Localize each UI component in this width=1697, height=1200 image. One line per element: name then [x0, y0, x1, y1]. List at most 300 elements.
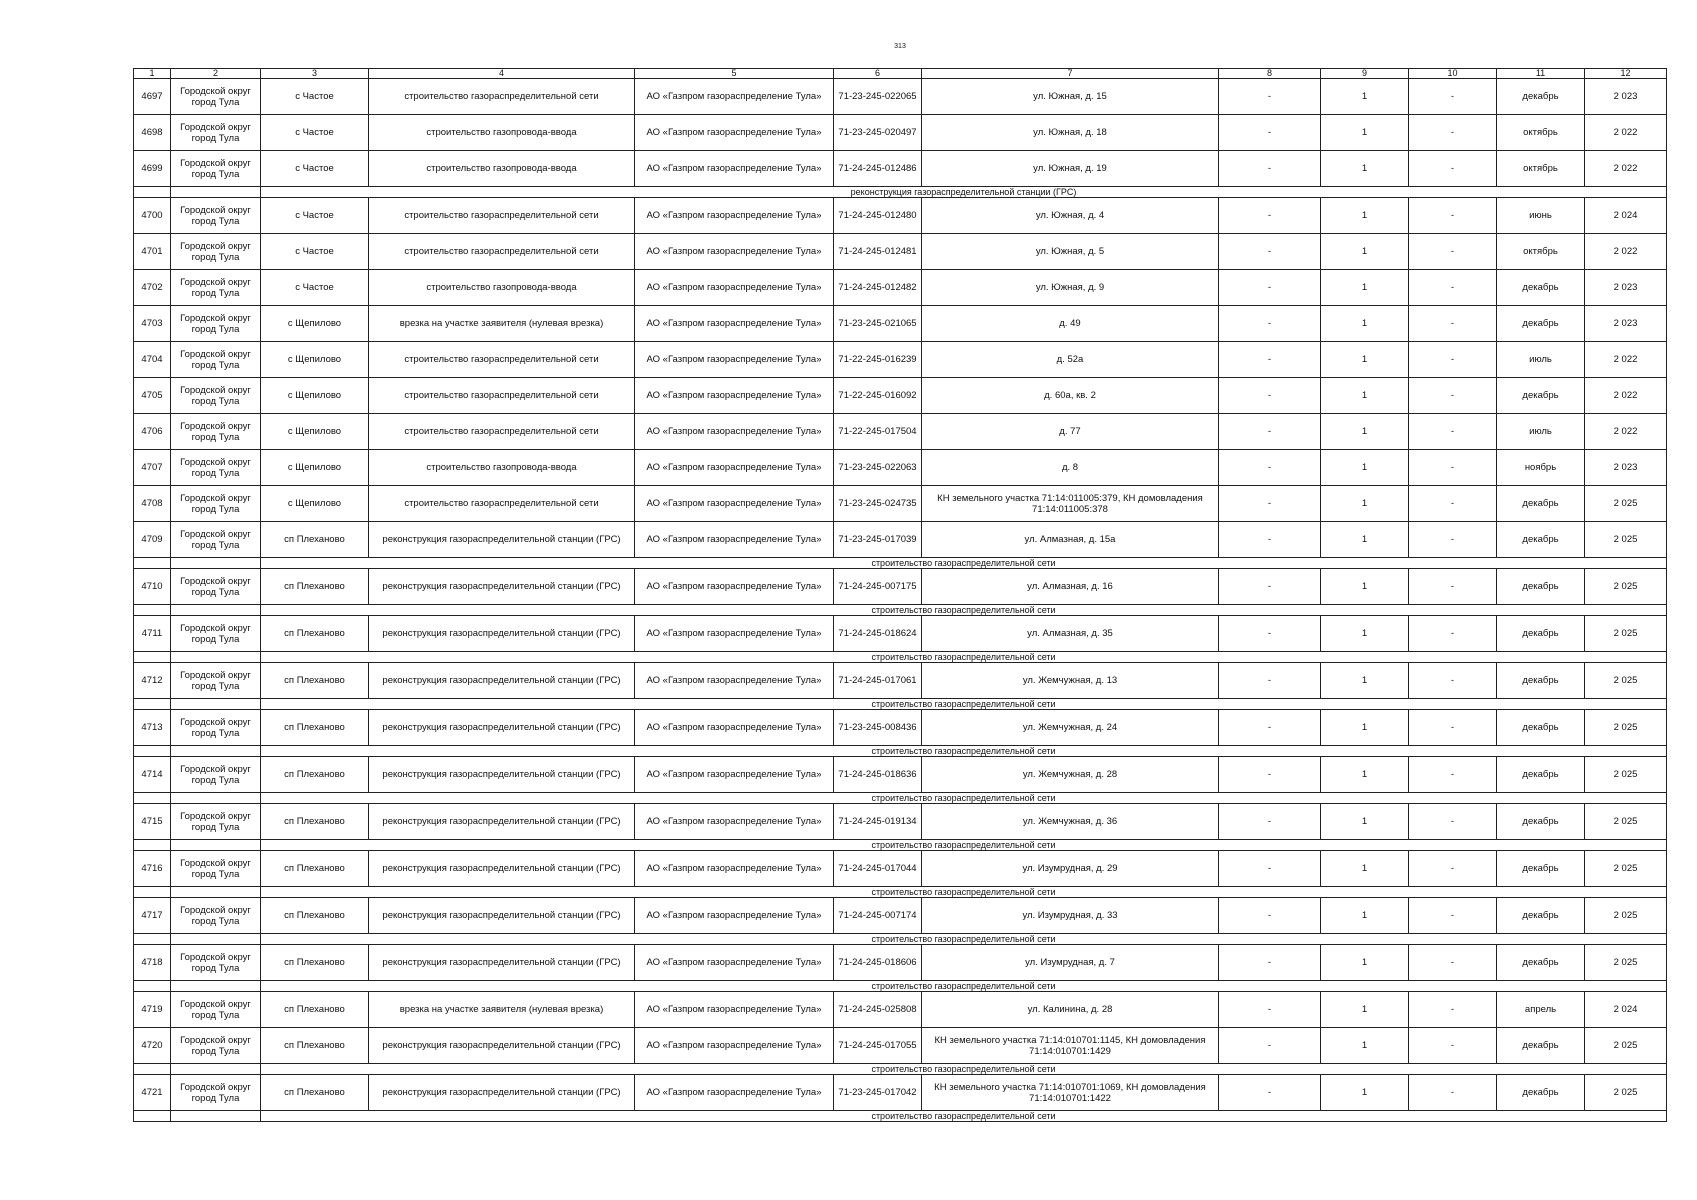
column-8-cell: - [1219, 115, 1321, 151]
work-type-cell: строительство газораспределительной сети [369, 486, 635, 522]
column-9-cell: 1 [1321, 306, 1409, 342]
year-cell: 2 025 [1585, 804, 1667, 840]
year-cell: 2 025 [1585, 616, 1667, 652]
column-9-cell: 1 [1321, 569, 1409, 605]
column-10-cell: - [1409, 945, 1497, 981]
empty-cell [134, 605, 171, 616]
year-cell: 2 022 [1585, 151, 1667, 187]
application-number-cell: 71-24-245-007175 [834, 569, 922, 605]
month-cell: декабрь [1497, 1028, 1585, 1064]
sub-row [134, 187, 1667, 198]
column-9-cell: 1 [1321, 522, 1409, 558]
month-cell: декабрь [1497, 270, 1585, 306]
column-10-cell: - [1409, 342, 1497, 378]
column-10-cell: - [1409, 710, 1497, 746]
column-10-cell: - [1409, 378, 1497, 414]
column-8-cell: - [1219, 710, 1321, 746]
column-9-cell: 1 [1321, 851, 1409, 887]
work-type-cell: реконструкция газораспределительной станции (ГРС) [369, 663, 635, 699]
locality-cell: с Частое [261, 115, 369, 151]
column-9-cell: 1 [1321, 151, 1409, 187]
column-10-cell: - [1409, 234, 1497, 270]
table-row [134, 1075, 1667, 1111]
year-cell: 2 024 [1585, 992, 1667, 1028]
organization-cell: АО «Газпром газораспределение Тула» [635, 306, 834, 342]
column-8-cell: - [1219, 414, 1321, 450]
year-cell: 2 022 [1585, 115, 1667, 151]
district-cell: Городской округ город Тула [171, 804, 261, 840]
district-cell: Городской округ город Тула [171, 710, 261, 746]
sub-row [134, 746, 1667, 757]
organization-cell: АО «Газпром газораспределение Тула» [635, 450, 834, 486]
empty-cell [171, 605, 261, 616]
work-type-cell: строительство газораспределительной сети [369, 414, 635, 450]
locality-cell: с Щепилово [261, 414, 369, 450]
row-number-cell: 4714 [134, 757, 171, 793]
organization-cell: АО «Газпром газораспределение Тула» [635, 663, 834, 699]
application-number-cell: 71-23-245-022065 [834, 79, 922, 115]
sub-row-text: строительство газораспределительной сети [261, 887, 1667, 898]
month-cell: декабрь [1497, 1075, 1585, 1111]
month-cell: декабрь [1497, 898, 1585, 934]
table-row [134, 804, 1667, 840]
organization-cell: АО «Газпром газораспределение Тула» [635, 1075, 834, 1111]
row-number-cell: 4700 [134, 198, 171, 234]
application-number-cell: 71-23-245-021065 [834, 306, 922, 342]
month-cell: ноябрь [1497, 450, 1585, 486]
row-number-cell: 4703 [134, 306, 171, 342]
month-cell: октябрь [1497, 115, 1585, 151]
work-type-cell: реконструкция газораспределительной станции (ГРС) [369, 804, 635, 840]
row-number-cell: 4707 [134, 450, 171, 486]
empty-cell [171, 699, 261, 710]
column-header: 3 [261, 69, 369, 79]
row-number-cell: 4702 [134, 270, 171, 306]
column-header: 8 [1219, 69, 1321, 79]
column-8-cell: - [1219, 992, 1321, 1028]
sub-row [134, 605, 1667, 616]
work-type-cell: строительство газопровода-ввода [369, 115, 635, 151]
column-8-cell: - [1219, 522, 1321, 558]
application-number-cell: 71-24-245-018636 [834, 757, 922, 793]
empty-cell [171, 652, 261, 663]
work-type-cell: врезка на участке заявителя (нулевая врезка) [369, 306, 635, 342]
column-9-cell: 1 [1321, 378, 1409, 414]
sub-row-text: строительство газораспределительной сети [261, 840, 1667, 851]
district-cell: Городской округ город Тула [171, 992, 261, 1028]
row-number-cell: 4698 [134, 115, 171, 151]
column-10-cell: - [1409, 569, 1497, 605]
sub-row-text: строительство газораспределительной сети [261, 1111, 1667, 1122]
locality-cell: сп Плеханово [261, 992, 369, 1028]
year-cell: 2 023 [1585, 79, 1667, 115]
column-9-cell: 1 [1321, 804, 1409, 840]
row-number-cell: 4701 [134, 234, 171, 270]
application-number-cell: 71-24-245-025808 [834, 992, 922, 1028]
district-cell: Городской округ город Тула [171, 270, 261, 306]
address-cell: ул. Изумрудная, д. 33 [922, 898, 1219, 934]
table-row [134, 115, 1667, 151]
locality-cell: сп Плеханово [261, 898, 369, 934]
address-cell: д. 52а [922, 342, 1219, 378]
table-row [134, 663, 1667, 699]
organization-cell: АО «Газпром газораспределение Тула» [635, 945, 834, 981]
sub-row-text: строительство газораспределительной сети [261, 699, 1667, 710]
sub-row [134, 793, 1667, 804]
address-cell: ул. Жемчужная, д. 24 [922, 710, 1219, 746]
locality-cell: сп Плеханово [261, 851, 369, 887]
column-10-cell: - [1409, 522, 1497, 558]
table-row [134, 569, 1667, 605]
locality-cell: сп Плеханово [261, 710, 369, 746]
table-row [134, 486, 1667, 522]
district-cell: Городской округ город Тула [171, 486, 261, 522]
row-number-cell: 4697 [134, 79, 171, 115]
district-cell: Городской округ город Тула [171, 342, 261, 378]
locality-cell: с Частое [261, 79, 369, 115]
row-number-cell: 4715 [134, 804, 171, 840]
table-row [134, 450, 1667, 486]
sub-row-text: строительство газораспределительной сети [261, 1064, 1667, 1075]
sub-row [134, 887, 1667, 898]
month-cell: июль [1497, 342, 1585, 378]
month-cell: июнь [1497, 198, 1585, 234]
application-number-cell: 71-24-245-018606 [834, 945, 922, 981]
month-cell: декабрь [1497, 945, 1585, 981]
district-cell: Городской округ город Тула [171, 414, 261, 450]
empty-cell [171, 840, 261, 851]
work-type-cell: реконструкция газораспределительной станции (ГРС) [369, 757, 635, 793]
empty-cell [134, 793, 171, 804]
sub-row [134, 1064, 1667, 1075]
column-10-cell: - [1409, 486, 1497, 522]
empty-cell [171, 934, 261, 945]
month-cell: декабрь [1497, 378, 1585, 414]
year-cell: 2 022 [1585, 414, 1667, 450]
work-type-cell: врезка на участке заявителя (нулевая врезка) [369, 992, 635, 1028]
empty-cell [171, 981, 261, 992]
table-row [134, 851, 1667, 887]
column-9-cell: 1 [1321, 234, 1409, 270]
address-cell: д. 77 [922, 414, 1219, 450]
application-number-cell: 71-23-245-022063 [834, 450, 922, 486]
organization-cell: АО «Газпром газораспределение Тула» [635, 992, 834, 1028]
table-row [134, 945, 1667, 981]
month-cell: декабрь [1497, 663, 1585, 699]
column-header: 10 [1409, 69, 1497, 79]
organization-cell: АО «Газпром газораспределение Тула» [635, 1028, 834, 1064]
application-number-cell: 71-23-245-020497 [834, 115, 922, 151]
locality-cell: сп Плеханово [261, 1028, 369, 1064]
month-cell: декабрь [1497, 757, 1585, 793]
year-cell: 2 023 [1585, 270, 1667, 306]
year-cell: 2 023 [1585, 450, 1667, 486]
sub-row-text: строительство газораспределительной сети [261, 981, 1667, 992]
application-number-cell: 71-24-245-012482 [834, 270, 922, 306]
address-cell: ул. Южная, д. 4 [922, 198, 1219, 234]
column-10-cell: - [1409, 115, 1497, 151]
locality-cell: с Частое [261, 198, 369, 234]
organization-cell: АО «Газпром газораспределение Тула» [635, 522, 834, 558]
address-cell: ул. Жемчужная, д. 13 [922, 663, 1219, 699]
column-10-cell: - [1409, 898, 1497, 934]
column-8-cell: - [1219, 151, 1321, 187]
month-cell: июль [1497, 414, 1585, 450]
row-number-cell: 4713 [134, 710, 171, 746]
organization-cell: АО «Газпром газораспределение Тула» [635, 710, 834, 746]
column-header: 7 [922, 69, 1219, 79]
district-cell: Городской округ город Тула [171, 198, 261, 234]
year-cell: 2 025 [1585, 945, 1667, 981]
application-number-cell: 71-22-245-016092 [834, 378, 922, 414]
column-8-cell: - [1219, 79, 1321, 115]
year-cell: 2 025 [1585, 569, 1667, 605]
column-8-cell: - [1219, 757, 1321, 793]
organization-cell: АО «Газпром газораспределение Тула» [635, 851, 834, 887]
column-header: 11 [1497, 69, 1585, 79]
column-10-cell: - [1409, 804, 1497, 840]
district-cell: Городской округ город Тула [171, 663, 261, 699]
month-cell: декабрь [1497, 804, 1585, 840]
sub-row-text: строительство газораспределительной сети [261, 652, 1667, 663]
column-10-cell: - [1409, 1028, 1497, 1064]
row-number-cell: 4709 [134, 522, 171, 558]
row-number-cell: 4699 [134, 151, 171, 187]
application-number-cell: 71-22-245-016239 [834, 342, 922, 378]
row-number-cell: 4717 [134, 898, 171, 934]
column-9-cell: 1 [1321, 663, 1409, 699]
table-row [134, 1028, 1667, 1064]
work-type-cell: реконструкция газораспределительной станции (ГРС) [369, 898, 635, 934]
work-type-cell: строительство газораспределительной сети [369, 198, 635, 234]
district-cell: Городской округ город Тула [171, 757, 261, 793]
work-type-cell: реконструкция газораспределительной станции (ГРС) [369, 522, 635, 558]
sub-row-text: строительство газораспределительной сети [261, 605, 1667, 616]
district-cell: Городской округ город Тула [171, 151, 261, 187]
column-9-cell: 1 [1321, 992, 1409, 1028]
work-type-cell: строительство газораспределительной сети [369, 378, 635, 414]
year-cell: 2 025 [1585, 663, 1667, 699]
column-8-cell: - [1219, 616, 1321, 652]
organization-cell: АО «Газпром газораспределение Тула» [635, 115, 834, 151]
address-cell: ул. Изумрудная, д. 7 [922, 945, 1219, 981]
address-cell: ул. Алмазная, д. 35 [922, 616, 1219, 652]
column-8-cell: - [1219, 945, 1321, 981]
table-row [134, 898, 1667, 934]
column-10-cell: - [1409, 450, 1497, 486]
locality-cell: с Частое [261, 270, 369, 306]
month-cell: апрель [1497, 992, 1585, 1028]
row-number-cell: 4706 [134, 414, 171, 450]
column-8-cell: - [1219, 1075, 1321, 1111]
district-cell: Городской округ город Тула [171, 306, 261, 342]
column-10-cell: - [1409, 414, 1497, 450]
work-type-cell: реконструкция газораспределительной станции (ГРС) [369, 1028, 635, 1064]
empty-cell [171, 558, 261, 569]
address-cell: КН земельного участка 71:14:010701:1145, КН домовладения 71:14:010701:1429 [922, 1028, 1219, 1064]
column-8-cell: - [1219, 851, 1321, 887]
table-row [134, 710, 1667, 746]
address-cell: ул. Жемчужная, д. 28 [922, 757, 1219, 793]
gas-connection-table [133, 68, 1667, 1122]
column-10-cell: - [1409, 1075, 1497, 1111]
year-cell: 2 022 [1585, 234, 1667, 270]
empty-cell [134, 1064, 171, 1075]
work-type-cell: реконструкция газораспределительной станции (ГРС) [369, 1075, 635, 1111]
empty-cell [171, 1111, 261, 1122]
district-cell: Городской округ город Тула [171, 898, 261, 934]
organization-cell: АО «Газпром газораспределение Тула» [635, 342, 834, 378]
table-body [134, 69, 1667, 1122]
column-8-cell: - [1219, 234, 1321, 270]
page-number: 313 [894, 43, 906, 50]
column-9-cell: 1 [1321, 450, 1409, 486]
sub-row [134, 934, 1667, 945]
organization-cell: АО «Газпром газораспределение Тула» [635, 757, 834, 793]
column-8-cell: - [1219, 198, 1321, 234]
column-10-cell: - [1409, 851, 1497, 887]
year-cell: 2 025 [1585, 710, 1667, 746]
column-8-cell: - [1219, 663, 1321, 699]
row-number-cell: 4708 [134, 486, 171, 522]
column-10-cell: - [1409, 151, 1497, 187]
organization-cell: АО «Газпром газораспределение Тула» [635, 234, 834, 270]
column-9-cell: 1 [1321, 270, 1409, 306]
column-10-cell: - [1409, 992, 1497, 1028]
district-cell: Городской округ город Тула [171, 616, 261, 652]
month-cell: декабрь [1497, 306, 1585, 342]
year-cell: 2 025 [1585, 1028, 1667, 1064]
locality-cell: с Щепилово [261, 342, 369, 378]
column-9-cell: 1 [1321, 115, 1409, 151]
month-cell: декабрь [1497, 851, 1585, 887]
column-header: 1 [134, 69, 171, 79]
work-type-cell: строительство газопровода-ввода [369, 151, 635, 187]
year-cell: 2 022 [1585, 342, 1667, 378]
district-cell: Городской округ город Тула [171, 569, 261, 605]
organization-cell: АО «Газпром газораспределение Тула» [635, 486, 834, 522]
month-cell: декабрь [1497, 486, 1585, 522]
empty-cell [134, 187, 171, 198]
empty-cell [134, 699, 171, 710]
table-row [134, 306, 1667, 342]
organization-cell: АО «Газпром газораспределение Тула» [635, 569, 834, 605]
district-cell: Городской округ город Тула [171, 115, 261, 151]
column-8-cell: - [1219, 804, 1321, 840]
district-cell: Городской округ город Тула [171, 450, 261, 486]
district-cell: Городской округ город Тула [171, 234, 261, 270]
column-header: 2 [171, 69, 261, 79]
column-10-cell: - [1409, 198, 1497, 234]
work-type-cell: строительство газораспределительной сети [369, 342, 635, 378]
locality-cell: с Щепилово [261, 306, 369, 342]
locality-cell: сп Плеханово [261, 663, 369, 699]
column-8-cell: - [1219, 378, 1321, 414]
district-cell: Городской округ город Тула [171, 1028, 261, 1064]
month-cell: октябрь [1497, 234, 1585, 270]
application-number-cell: 71-24-245-012481 [834, 234, 922, 270]
locality-cell: с Щепилово [261, 450, 369, 486]
locality-cell: сп Плеханово [261, 616, 369, 652]
table-row [134, 616, 1667, 652]
column-9-cell: 1 [1321, 198, 1409, 234]
column-8-cell: - [1219, 898, 1321, 934]
locality-cell: сп Плеханово [261, 945, 369, 981]
column-number-row [134, 69, 1667, 79]
table-row [134, 378, 1667, 414]
month-cell: декабрь [1497, 710, 1585, 746]
address-cell: ул. Южная, д. 9 [922, 270, 1219, 306]
column-8-cell: - [1219, 342, 1321, 378]
address-cell: ул. Калинина, д. 28 [922, 992, 1219, 1028]
year-cell: 2 025 [1585, 486, 1667, 522]
column-9-cell: 1 [1321, 79, 1409, 115]
table-row [134, 234, 1667, 270]
table-row [134, 522, 1667, 558]
organization-cell: АО «Газпром газораспределение Тула» [635, 198, 834, 234]
locality-cell: сп Плеханово [261, 1075, 369, 1111]
organization-cell: АО «Газпром газораспределение Тула» [635, 804, 834, 840]
locality-cell: с Частое [261, 234, 369, 270]
year-cell: 2 025 [1585, 898, 1667, 934]
table-row [134, 270, 1667, 306]
address-cell: КН земельного участка 71:14:011005:379, КН домовладения 71:14:011005:378 [922, 486, 1219, 522]
column-10-cell: - [1409, 79, 1497, 115]
table-row [134, 992, 1667, 1028]
address-cell: д. 8 [922, 450, 1219, 486]
year-cell: 2 025 [1585, 757, 1667, 793]
work-type-cell: строительство газопровода-ввода [369, 270, 635, 306]
district-cell: Городской округ город Тула [171, 1075, 261, 1111]
column-9-cell: 1 [1321, 1075, 1409, 1111]
table-row [134, 757, 1667, 793]
organization-cell: АО «Газпром газораспределение Тула» [635, 414, 834, 450]
sub-row-text: реконструкция газораспределительной станции (ГРС) [261, 187, 1667, 198]
column-header: 5 [635, 69, 834, 79]
address-cell: ул. Южная, д. 18 [922, 115, 1219, 151]
sub-row [134, 652, 1667, 663]
month-cell: декабрь [1497, 569, 1585, 605]
district-cell: Городской округ город Тула [171, 522, 261, 558]
column-9-cell: 1 [1321, 1028, 1409, 1064]
column-10-cell: - [1409, 757, 1497, 793]
organization-cell: АО «Газпром газораспределение Тула» [635, 151, 834, 187]
column-header: 12 [1585, 69, 1667, 79]
column-10-cell: - [1409, 270, 1497, 306]
column-8-cell: - [1219, 450, 1321, 486]
row-number-cell: 4710 [134, 569, 171, 605]
empty-cell [134, 746, 171, 757]
empty-cell [134, 887, 171, 898]
row-number-cell: 4716 [134, 851, 171, 887]
column-9-cell: 1 [1321, 486, 1409, 522]
organization-cell: АО «Газпром газораспределение Тула» [635, 378, 834, 414]
locality-cell: с Щепилово [261, 378, 369, 414]
sub-row-text: строительство газораспределительной сети [261, 558, 1667, 569]
address-cell: ул. Алмазная, д. 16 [922, 569, 1219, 605]
column-8-cell: - [1219, 486, 1321, 522]
empty-cell [171, 887, 261, 898]
year-cell: 2 022 [1585, 378, 1667, 414]
locality-cell: сп Плеханово [261, 569, 369, 605]
row-number-cell: 4718 [134, 945, 171, 981]
column-9-cell: 1 [1321, 414, 1409, 450]
column-10-cell: - [1409, 616, 1497, 652]
work-type-cell: реконструкция газораспределительной станции (ГРС) [369, 710, 635, 746]
table-row [134, 151, 1667, 187]
district-cell: Городской округ город Тула [171, 851, 261, 887]
column-8-cell: - [1219, 1028, 1321, 1064]
